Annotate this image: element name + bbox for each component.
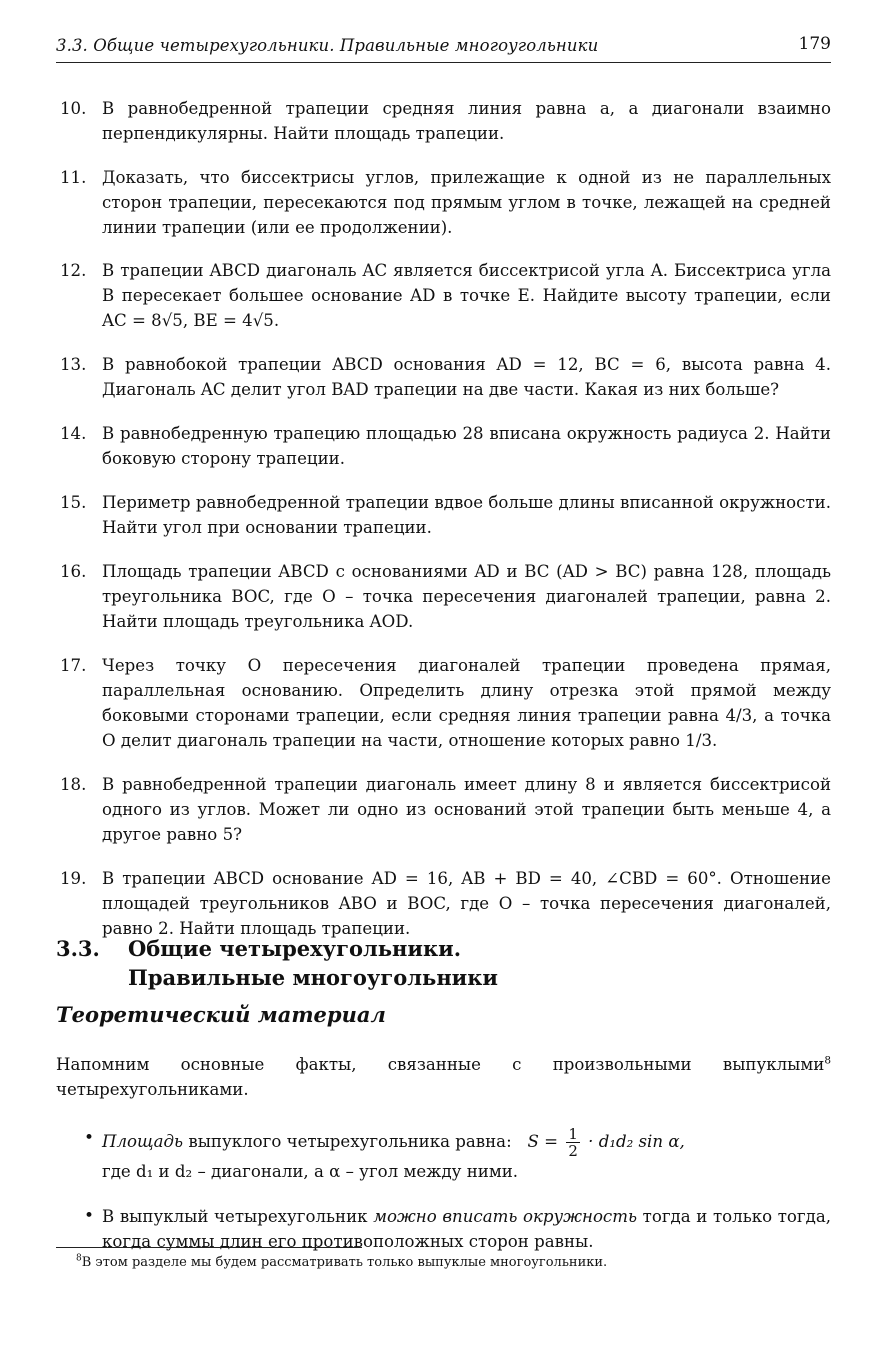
fact-text-line2: где d₁ и d₂ – диагонали, а α – угол между ними. bbox=[102, 1162, 519, 1181]
problem-15 bbox=[56, 490, 831, 540]
footnote-mark: 8 bbox=[824, 1054, 831, 1067]
problem-number: 18. bbox=[60, 775, 87, 794]
fact-area bbox=[56, 1126, 831, 1184]
intro-text: Напомним основные факты, связанные с произвольными выпуклыми bbox=[56, 1055, 825, 1074]
problem-18 bbox=[56, 772, 831, 847]
footnote bbox=[76, 1254, 607, 1272]
section-title-line-2: Правильные многоугольники bbox=[128, 965, 499, 990]
problem-number: 11. bbox=[60, 168, 87, 187]
problem-number: 19. bbox=[60, 869, 87, 888]
footnote-number: 8 bbox=[76, 1253, 82, 1264]
problem-text: В равнобедренную трапецию площадью 28 вписана окружность радиуса 2. Найти боковую сторону трапеции. bbox=[102, 424, 831, 468]
fact-text: выпуклого четырехугольника равна: bbox=[183, 1132, 512, 1151]
problem-text: Доказать, что биссектрисы углов, прилежащие к одной из не параллельных сторон трапеции, пересекаются под прямым углом в точке, лежащей на средней линии трапеции (или ее продолжении). bbox=[102, 168, 831, 237]
formula-lhs: S = bbox=[527, 1132, 559, 1151]
problem-19 bbox=[56, 866, 831, 941]
bullet-icon: • bbox=[84, 1206, 95, 1226]
term-inscribed: можно вписать окружность bbox=[373, 1207, 637, 1226]
problem-text: В трапеции ABCD основание AD = 16, AB + BD = 40, ∠CBD = 60°. Отношение площадей треугольников ABO и BOC, где O – точка пересечения диагоналей, равно 2. Найти площадь трапеции. bbox=[102, 869, 831, 938]
problem-14 bbox=[56, 421, 831, 471]
intro-paragraph bbox=[56, 1052, 831, 1102]
problem-text: В равнобедренной трапеции средняя линия равна a, а диагонали взаимно перпендикулярны. Найти площадь трапеции. bbox=[102, 99, 831, 143]
running-head-title: 3.3. Общие четырехугольники. Правильные многоугольники bbox=[56, 36, 599, 55]
fact-text-end: тогда и только тогда, когда суммы длин его противоположных сторон равны. bbox=[102, 1207, 831, 1251]
formula-rhs: · d₁d₂ sin α, bbox=[588, 1132, 685, 1151]
problem-number: 15. bbox=[60, 493, 87, 512]
problem-11 bbox=[56, 165, 831, 240]
problem-number: 16. bbox=[60, 562, 87, 581]
section-number: 3.3. bbox=[56, 936, 100, 961]
problem-text: В равнобокой трапеции ABCD основания AD = 12, BC = 6, высота равна 4. Диагональ AC делит угол BAD трапеции на две части. Какая из них больше? bbox=[102, 355, 831, 399]
problem-13 bbox=[56, 352, 831, 402]
subsection-heading: Теоретический материал bbox=[56, 1002, 386, 1027]
problem-text: В равнобедренной трапеции диагональ имеет длину 8 и является биссектрисой одного из углов. Может ли одно из оснований этой трапеции быть меньше 4, а другое равно 5? bbox=[102, 775, 831, 844]
problem-number: 17. bbox=[60, 656, 87, 675]
section-heading bbox=[56, 934, 831, 992]
problem-number: 12. bbox=[60, 261, 87, 280]
intro-text-end: четырехугольниками. bbox=[56, 1080, 249, 1099]
fact-text: В выпуклый четырехугольник bbox=[102, 1207, 374, 1226]
problem-text: Через точку O пересечения диагоналей трапеции проведена прямая, параллельная основанию. Определить длину отрезка этой прямой между боковыми сторонами трапеции, если средняя линия трапеции равна 4/3, а точка O делит диагональ трапеции на части, отношение которых равно 1/3. bbox=[102, 656, 831, 750]
problem-number: 10. bbox=[60, 99, 87, 118]
problem-list bbox=[56, 96, 831, 941]
problem-text: В трапеции ABCD диагональ AC является биссектрисой угла A. Биссектриса угла B пересекает большее основание AD в точке E. Найдите высоту трапеции, если AC = 8√5, BE = 4√5. bbox=[102, 261, 831, 330]
problem-10 bbox=[56, 96, 831, 146]
running-head bbox=[56, 34, 831, 63]
problem-text: Площадь трапеции ABCD с основаниями AD и BC (AD > BC) равна 128, площадь треугольника BOC, где O – точка пересечения диагоналей трапеции, равна 2. Найти площадь треугольника AOD. bbox=[102, 562, 831, 631]
footnote-divider bbox=[56, 1247, 362, 1248]
fraction-numerator: 1 bbox=[568, 1125, 578, 1143]
fraction-denominator: 2 bbox=[568, 1142, 578, 1160]
problem-12 bbox=[56, 258, 831, 333]
problem-number: 13. bbox=[60, 355, 87, 374]
page-number: 179 bbox=[798, 34, 831, 54]
problem-16 bbox=[56, 559, 831, 634]
section-title-line-1: Общие четырехугольники. bbox=[128, 936, 462, 961]
term-area: Площадь bbox=[102, 1132, 184, 1151]
formula-fraction bbox=[566, 1126, 580, 1159]
fact-list bbox=[56, 1126, 831, 1254]
problem-17 bbox=[56, 653, 831, 753]
problem-number: 14. bbox=[60, 424, 87, 443]
bullet-icon: • bbox=[84, 1128, 95, 1148]
footnote-text: В этом разделе мы будем рассматривать только выпуклые многоугольники. bbox=[81, 1255, 608, 1270]
problem-text: Периметр равнобедренной трапеции вдвое больше длины вписанной окружности. Найти угол при основании трапеции. bbox=[102, 493, 831, 537]
